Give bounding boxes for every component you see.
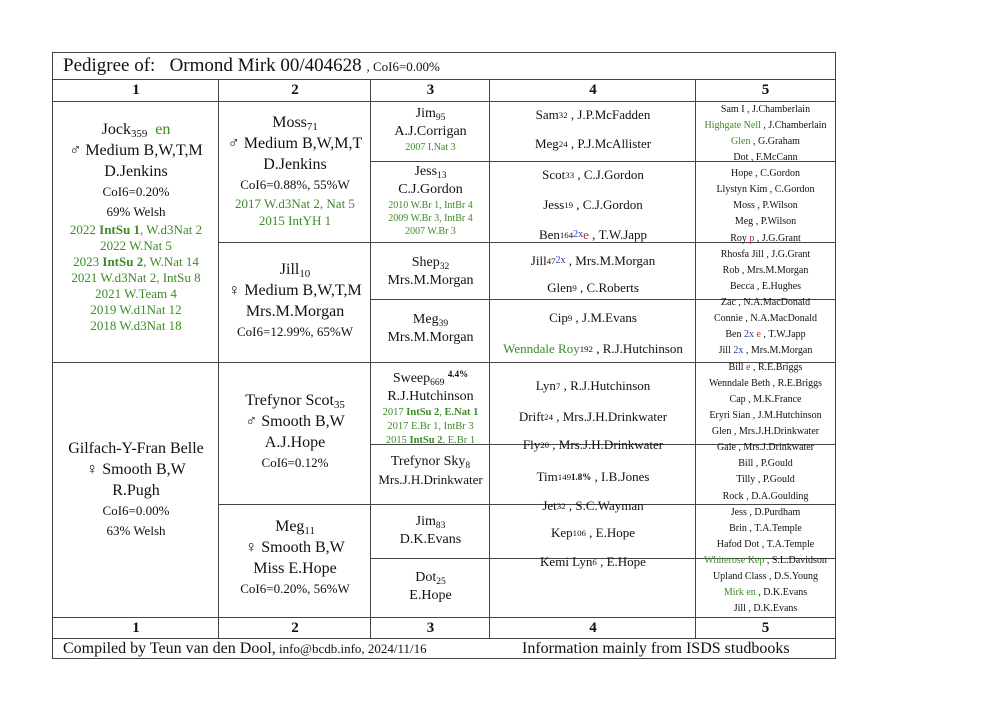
dog-owner: J.M.Hutchinson [757,409,822,421]
gen5-dog: Tilly , P.Gould [736,474,795,486]
gen5-dog: Jill 2x , Mrs.M.Morgan [718,345,813,357]
dog-coi: 4.4% [447,369,469,379]
dog-description: ♀ Smooth B,W [86,461,186,478]
dog-owner: Mrs.J.H.Drinkwater [378,472,483,487]
dog-owner: R.E.Briggs [777,377,823,389]
gen2-block [219,259,371,342]
dog-coi: 1.8% [571,471,592,482]
result-line: 2010 W.Br 1, IntBr 4 [388,200,473,211]
gen5-dog: Wenndale Beth , R.E.Briggs [708,377,823,389]
dog-owner: Mrs.J.H.Drinkwater [738,426,820,438]
dog-owner: D.K.Evans [763,587,808,599]
dog-owner: D.Purdham [754,506,801,518]
column-label-1: 1 [132,82,140,98]
result-line: 2009 W.Br 3, IntBr 4 [388,213,473,224]
gen4-dog: Fly 20 , Mrs.J.H.Drinkwater [522,436,664,452]
dog-name: Glen [547,279,573,295]
mark-badge: e [753,329,761,341]
dog-name: Kep [550,524,573,540]
dog-owner: T.W.Japp [598,226,648,242]
compiler-text: Compiled by Teun van den Dool, [63,640,276,657]
register-number: 13 [437,171,447,181]
gen5-dog: Hafod Dot , T.A.Temple [716,538,815,550]
dog-name: Shep [411,255,440,270]
dog-name: Jet [542,497,557,513]
mark-badge: 2x [555,254,566,266]
dog-name: Scot [542,166,566,182]
sire-block [53,119,219,334]
dog-owner: D.K.Evans [753,603,798,615]
dog-name: Jim [415,106,436,121]
dog-name: Jill [733,603,746,615]
column-label-5: 5 [761,620,770,636]
gen3-block [371,311,490,347]
register-number: 359 [130,128,148,140]
dog-name: Cap [729,393,746,405]
gen5-dog: Eryri Sian , J.M.Hutchinson [709,409,822,421]
gen5-dog: Gale , Mrs.J.Drinkwater [717,442,814,454]
dog-owner: T.W.Japp [768,329,806,341]
dog-owner: S.C.Wayman [575,497,644,513]
gen3-block [371,569,490,605]
dog-name: Meg [412,312,439,327]
gen5-dog: Dot , F.McCann [733,151,798,163]
dog-owner: R.J.Hutchinson [570,377,651,393]
dog-name: Jill [279,261,300,278]
gen4-dog: Jill 47 2x , Mrs.M.Morgan [530,252,656,268]
dog-name-line [219,390,371,411]
dog-name: Whiterose Kep [704,555,765,567]
gen5-dog: Glen , Mrs.J.H.Drinkwater [711,426,820,438]
gen5-column [696,101,835,617]
mark-badge: 2x [573,228,584,240]
dog-owner: T.A.Temple [754,522,802,534]
dog-owner: C.J.Gordon [582,196,643,212]
dog-name-line [371,105,490,123]
register-number: 95 [435,113,446,123]
gen4-column [490,101,696,617]
dog-name-line [53,119,219,140]
dog-owner: Mrs.M.Morgan [387,330,474,345]
dog-name: Jock [101,121,131,138]
dog-name: Meg [275,518,305,535]
gen4-dog: Meg 24 , P.J.McAllister [534,135,652,151]
gen4-dog: Drift 24 , Mrs.J.H.Drinkwater [518,408,668,424]
register-number: 35 [333,399,345,411]
dog-owner: R.J.Hutchinson [602,340,683,356]
dog-name: Fly [522,436,541,452]
dog-name: Hope [731,168,753,180]
dog-description: ♀ Medium B,W,T,M [228,282,362,299]
dog-name: Jim [415,514,436,529]
dog-owner: P.Gould [762,474,795,486]
gen3-block [371,453,490,489]
gen4-dog: Wenndale Roy 192 , R.J.Hutchinson [503,340,683,356]
mark-badge: 2x [730,345,744,357]
dog-coi: CoI6=12.99%, 65%W [236,324,353,339]
dog-name: Roy [730,232,747,244]
dog-owner: J.M.Evans [582,309,637,325]
dog-name: Cip [549,309,568,325]
dog-coi: CoI6=0.12% [261,455,329,470]
gen5-dog: Connie , N.A.MacDonald [713,313,818,325]
result-line: 2007 I.Nat 3 [405,142,456,153]
dog-name: Trefynor Sky [390,454,466,469]
gen5-dog: Jill , D.K.Evans [733,603,798,615]
gen5-dog: Ben 2x e , T.W.Japp [725,329,806,341]
gen5-dog: Roy p , J.G.Grant [730,232,801,244]
result-line: 2023 IntSu 2, W.Nat 14 [73,254,199,269]
dog-owner: Mrs.M.Morgan [750,345,813,357]
dog-name: Meg [734,216,754,228]
gen5-dog: Rob , Mrs.M.Morgan [722,264,809,276]
column-label-5: 5 [761,82,770,98]
dog-owner: P.Gould [760,458,793,470]
dog-name: Brin [729,522,747,534]
dog-owner: J.P.McFadden [577,106,651,122]
result-line: 2022 IntSu 1, W.d3Nat 2 [69,222,203,237]
dog-owner: A.J.Hope [264,434,326,451]
dog-owner: R.J.Hutchinson [387,389,474,404]
dog-name-line [371,311,490,329]
gen4-dog: Cip 9 , J.M.Evans [549,309,637,325]
dog-owner: J.G.Grant [761,232,801,244]
dog-owner: S.L.Davidson [771,555,827,567]
dog-owner: D.S.Young [774,571,819,583]
dog-name: Ben [725,329,742,341]
dog-name: Connie [713,313,743,325]
dog-name: Becca [729,280,755,292]
dog-owner: C.Gordon [774,184,815,196]
dog-name: Highgate Nell [704,119,761,131]
pedigree-chart [52,52,836,659]
dog-owner: E.Hope [606,553,646,569]
dog-owner: D.Jenkins [104,163,168,180]
dog-owner: J.Chamberlain [752,103,811,115]
dog-name: Dot [733,151,749,163]
dog-name: Rob [722,264,740,276]
dog-name: Tilly [736,474,756,486]
dog-owner: Miss E.Hope [253,560,337,577]
dog-owner: Mrs.M.Morgan [245,303,345,320]
dog-owner: P.J.McAllister [577,135,652,151]
register-number: 11 [304,525,315,537]
trial-results [53,222,219,334]
dog-welsh-percent: 69% Welsh [106,204,166,219]
gen5-dog: Whiterose Kep , S.L.Davidson [704,555,827,567]
dog-name: Jess [730,506,747,518]
dog-owner: F.McCann [755,151,798,163]
dog-owner: C.J.Gordon [583,166,644,182]
register-number: 83 [435,521,446,531]
dog-name: Mirk [723,587,744,599]
dog-owner: J.Chamberlain [768,119,827,131]
footer [53,638,835,659]
dog-coi: CoI6=0.20% [102,184,170,199]
dog-name: Moss [272,114,307,131]
dog-owner: P.Wilson [760,216,797,228]
dog-owner: J.G.Grant [771,248,811,260]
dog-name-line [371,254,490,272]
column-label-3: 3 [426,82,435,98]
title-label: Pedigree of: [63,55,156,76]
gen5-dog: Hope , C.Gordon [731,168,800,180]
gen5-dog: Upland Class , D.S.Young [712,571,819,583]
gen5-dog: Brin , T.A.Temple [729,522,802,534]
dog-name: Sam I [720,103,745,115]
result-line: 2021 W.d3Nat 2, IntSu 8 [71,270,201,285]
dog-owner: C.J.Gordon [398,182,463,197]
dog-name-line [371,453,490,471]
badge: en [155,121,171,138]
result-line: 2019 W.d1Nat 12 [90,302,182,317]
dog-owner: Mrs.M.Morgan [746,264,809,276]
gen3-block [371,163,490,238]
gen5-dog: Rock , D.A.Goulding [722,490,809,502]
dog-owner: D.Jenkins [263,156,327,173]
dog-owner: D.K.Evans [399,532,462,547]
dog-name: Bill [728,361,744,373]
dog-owner: R.E.Briggs [758,361,803,373]
dog-name: Jill [718,345,731,357]
dog-name: Lyn [535,377,556,393]
mark-badge: 2x [741,329,754,341]
gen4-dog: Lyn 7 , R.J.Hutchinson [535,377,651,393]
dog-owner: P.Wilson [762,200,798,212]
dog-name: Ben [538,226,560,242]
gen4-dog: Ben 164 2x e , T.W.Japp [538,226,648,242]
gen5-dog: Becca , E.Hughes [729,280,802,292]
dog-name: Dot [415,570,437,585]
dog-owner: N.A.MacDonald [750,313,818,325]
mark-badge: e [743,361,751,373]
dog-owner: G.Graham [758,135,800,147]
dog-owner: Mrs.J.H.Drinkwater [562,408,668,424]
dog-name: Rock [722,490,744,502]
gen3-block [371,365,490,448]
dog-owner: D.A.Goulding [751,490,809,502]
compiler-email-date: info@bcdb.info, 2024/11/16 [275,641,427,656]
gen5-dog: Glen , G.Graham [731,135,800,147]
source-note: Information mainly from ISDS studbooks [522,640,790,657]
register-number: 8 [465,461,471,471]
gen4-dog: Scot 33 , C.J.Gordon [542,166,644,182]
gen2-block [219,516,371,599]
dog-name: Drift [518,408,545,424]
dog-name: Jill [530,252,547,268]
dog-name-line [371,163,490,181]
result-line: 2018 W.d3Nat 18 [90,318,182,333]
dog-owner: M.K.France [753,393,802,405]
dog-coi: , CoI6=0.00% [366,59,440,74]
dog-name: Tim [536,468,558,484]
dog-name: Wenndale Roy [503,340,580,356]
dog-name-line [219,112,371,133]
result-line: 2007 W.Br 3 [405,226,456,237]
dog-description: ♀ Smooth B,W [245,539,345,556]
mark-badge: en [743,587,756,599]
dog-name: Meg [534,135,559,151]
gen5-dog: Highgate Nell , J.Chamberlain [704,119,827,131]
dog-name: Zac [720,297,736,309]
dog-name: Gilfach-Y-Fran Belle [68,440,204,457]
register-number: 25 [436,577,446,587]
column-label-1: 1 [132,620,140,636]
gen5-dog: Moss , P.Wilson [733,200,798,212]
gen5-dog: Cap , M.K.France [729,393,802,405]
gen5-dog: Llystyn Kim , C.Gordon [716,184,815,196]
result-line: 2022 W.Nat 5 [100,238,172,253]
gen5-dog: Mirk en , D.K.Evans [723,587,808,599]
gen2-block [219,390,371,473]
column-label-4: 4 [589,620,597,636]
register-number: 669 [430,378,445,388]
gen3-block [371,254,490,290]
gen4-dog: Tim 149 1.8% , I.B.Jones [536,468,650,484]
dog-coi: CoI6=0.20%, 56%W [240,581,350,596]
gen5-dog: Jess , D.Purdham [730,506,801,518]
dog-description: ♂ Medium B,W,M,T [227,135,363,152]
dog-owner: T.A.Temple [766,538,815,550]
result-line: 2021 W.Team 4 [95,286,177,301]
dog-name-line [219,516,371,537]
gen4-dog: Kep 106 , E.Hope [550,524,636,540]
dog-name: Rhosfa Jill [720,248,764,260]
dog-name: Gale [717,442,736,454]
gen4-dog: Glen 9 , C.Roberts [547,279,639,295]
dog-name: Upland Class [712,571,767,583]
dog-name: Bill [738,458,754,470]
dog-name: Ormond Mirk 00/404628 [169,55,362,76]
gen4-dog: Kemi Lyn 6 , E.Hope [540,553,646,569]
register-number: 39 [438,319,449,329]
gen5-dog: Zac , N.A.MacDonald [720,297,811,309]
dog-coi: CoI6=0.00% [102,503,170,518]
gen5-dog: Sam I , J.Chamberlain [720,103,811,115]
dog-name: Jess [414,164,438,179]
compiled-by [63,640,427,658]
gen3-block [371,105,490,155]
dog-owner: N.A.MacDonald [743,297,811,309]
dog-name: Jess [543,196,565,212]
dog-owner: R.Pugh [112,482,160,499]
register-number: 10 [299,268,311,280]
dog-owner: I.B.Jones [601,468,650,484]
dog-owner: Mrs.J.Drinkwater [743,442,814,454]
dog-name: Glen [711,426,732,438]
gen5-dog: Rhosfa Jill , J.G.Grant [720,248,811,260]
dog-name-line [371,569,490,587]
register-number: 32 [439,262,450,272]
column-label-3: 3 [426,620,435,636]
dog-name: Sam [535,106,559,122]
dog-name: Eryri Sian [709,409,751,421]
gen4-dog: Sam 32 , J.P.McFadden [535,106,651,122]
gen4-dog: Jet 32 , S.C.Wayman [542,497,644,513]
gen5-dog: Bill e , R.E.Briggs [728,361,803,373]
dog-name: Trefynor Scot [245,392,334,409]
dog-description: ♂ Medium B,W,T,M [69,142,203,159]
dog-owner: Mrs.M.Morgan [387,273,474,288]
dog-owner: A.J.Corrigan [394,124,467,139]
column-header-top [53,80,835,102]
dog-owner: Mrs.J.H.Drinkwater [558,436,664,452]
mark-badge: p [746,232,755,244]
column-header-bottom [53,617,835,639]
dog-name: Glen [731,135,751,147]
dog-owner: E.Hughes [761,280,802,292]
result-line: 2015 IntSu 2, E.Br 1 [385,435,476,446]
mark-badge: e [583,226,589,242]
gen5-dog: Meg , P.Wilson [734,216,797,228]
page-title [63,55,440,77]
gen2-block [219,112,371,229]
dog-owner: C.Roberts [586,279,639,295]
dog-coi: CoI6=0.88%, 55%W [240,177,350,192]
dog-name-line [371,365,490,388]
dog-name: Moss [733,200,755,212]
title-bar [53,53,835,80]
dog-owner: Mrs.M.Morgan [575,252,656,268]
dog-owner: E.Hope [409,588,452,603]
column-label-2: 2 [291,82,299,98]
dog-name-line [371,513,490,531]
result-line: 2017 IntSu 2, E.Nat 1 [382,407,479,418]
dog-owner: C.Gordon [760,168,800,180]
dog-description: ♂ Smooth B,W [245,413,345,430]
dam-block [53,438,219,541]
result-line: 2015 IntYH 1 [258,213,332,228]
dog-name: Hafod Dot [716,538,760,550]
dog-name: Sweep [392,371,431,386]
dog-name-line [219,259,371,280]
register-number: 71 [306,121,318,133]
result-line: 2017 E.Br 1, IntBr 3 [387,421,474,432]
dog-welsh-percent: 63% Welsh [106,523,166,538]
result-line: 2017 W.d3Nat 2, Nat 5 [235,196,355,211]
gen5-dog: Bill , P.Gould [738,458,793,470]
dog-name: Wenndale Beth [708,377,771,389]
dog-name: Kemi Lyn [540,553,593,569]
gen3-block [371,513,490,549]
dog-owner: E.Hope [595,524,636,540]
gen4-dog: Jess 19 , C.J.Gordon [543,196,643,212]
column-label-2: 2 [291,620,299,636]
dog-name: Llystyn Kim [716,184,768,196]
column-label-4: 4 [589,82,597,98]
